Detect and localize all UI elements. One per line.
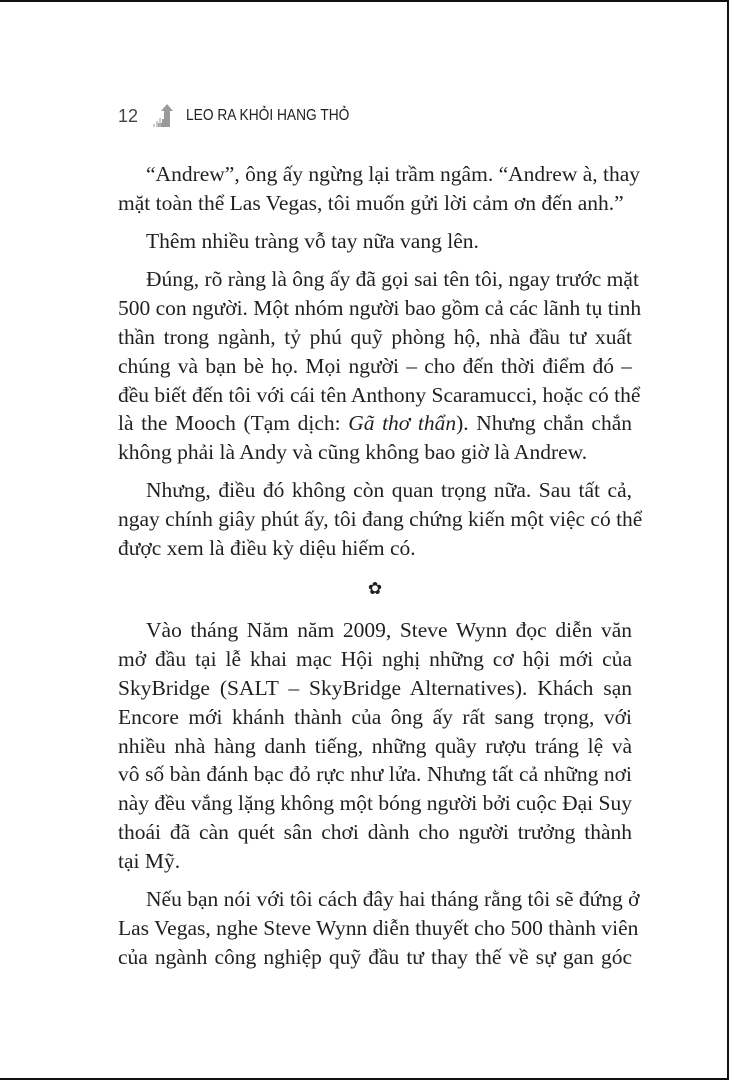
- section-separator-icon: ✿: [367, 579, 383, 599]
- paragraph: [118, 227, 632, 256]
- text-line: Encore mới khánh thành của ông ấy rất sang trọng, với: [118, 704, 632, 729]
- text-line: vô số bàn đánh bạc đỏ rực như lửa. Nhưng tất cả những nơi: [118, 762, 632, 787]
- text-line: Vào tháng Năm năm 2009, Steve Wynn đọc diễn văn: [146, 618, 632, 643]
- paragraph: [118, 265, 642, 467]
- text-line: Nhưng, điều đó không còn quan trọng nữa. Sau tất cả,: [146, 478, 632, 503]
- paragraph: [118, 160, 641, 218]
- text-line: Thêm nhiều tràng vỗ tay nữa vang lên.: [146, 229, 479, 254]
- text-line: của ngành công nghiệp quỹ đầu tư thay thế về sự gan góc: [118, 944, 632, 969]
- text-line: Đúng, rõ ràng là ông ấy đã gọi sai tên tôi, ngay trước mặt: [146, 267, 639, 292]
- paragraph: [118, 616, 632, 875]
- text-line: mở đầu tại lễ khai mạc Hội nghị những cơ hội mới của: [118, 647, 632, 672]
- text-line: đều biết đến tôi với cái tên Anthony Scaramucci, hoặc có thể: [118, 382, 641, 407]
- stair-arrow-logo-icon: [150, 103, 176, 129]
- text-line: 500 con người. Một nhóm người bao gồm cả các lãnh tụ tinh: [118, 296, 642, 321]
- text-line: được xem là điều kỳ diệu hiếm có.: [118, 536, 416, 561]
- text-line: Las Vegas, nghe Steve Wynn diễn thuyết cho 500 thành viên: [118, 915, 639, 940]
- text-line: chúng và bạn bè họ. Mọi người – cho đến thời điểm đó –: [118, 353, 632, 378]
- text-line: [118, 409, 632, 438]
- text-line: thoái đã càn quét sân chơi dành cho người trưởng thành: [118, 819, 632, 844]
- running-header: [118, 103, 376, 129]
- text-line: mặt toàn thể Las Vegas, tôi muốn gửi lời cảm ơn đến anh.”: [118, 190, 624, 215]
- text-line: không phải là Andy và cũng không bao giờ là Andrew.: [118, 440, 588, 465]
- text-line: nhiều nhà hàng danh tiếng, những quầy rượu tráng lệ và: [118, 733, 632, 758]
- text-line: ngay chính giây phút ấy, tôi đang chứng kiến một việc có thể: [118, 507, 643, 532]
- text-line: này đều vắng lặng không một bóng người bởi cuộc Đại Suy: [118, 791, 632, 816]
- text-line: thần trong ngành, tỷ phú quỹ phòng hộ, nhà đầu tư xuất: [118, 324, 632, 349]
- page-number: 12: [118, 105, 139, 126]
- paragraph: [118, 885, 640, 971]
- text-line: SkyBridge (SALT – SkyBridge Alternatives). Khách sạn: [118, 675, 632, 700]
- page-body: [118, 160, 643, 981]
- paragraph: [118, 476, 643, 562]
- text-line: “Andrew”, ông ấy ngừng lại trầm ngâm. “Andrew à, thay: [146, 162, 641, 186]
- text-line: tại Mỹ.: [118, 848, 181, 873]
- italic-translation: Gã thơ thẩn: [348, 411, 457, 436]
- text-segment: ). Nhưng chắn chắn: [456, 411, 633, 436]
- text-line: Nếu bạn nói với tôi cách đây hai tháng rằng tôi sẽ đứng ở: [146, 887, 640, 912]
- running-title: LEO RA KHỎI HANG THỎ: [186, 107, 350, 124]
- text-segment: là the Mooch (Tạm dịch:: [118, 411, 349, 436]
